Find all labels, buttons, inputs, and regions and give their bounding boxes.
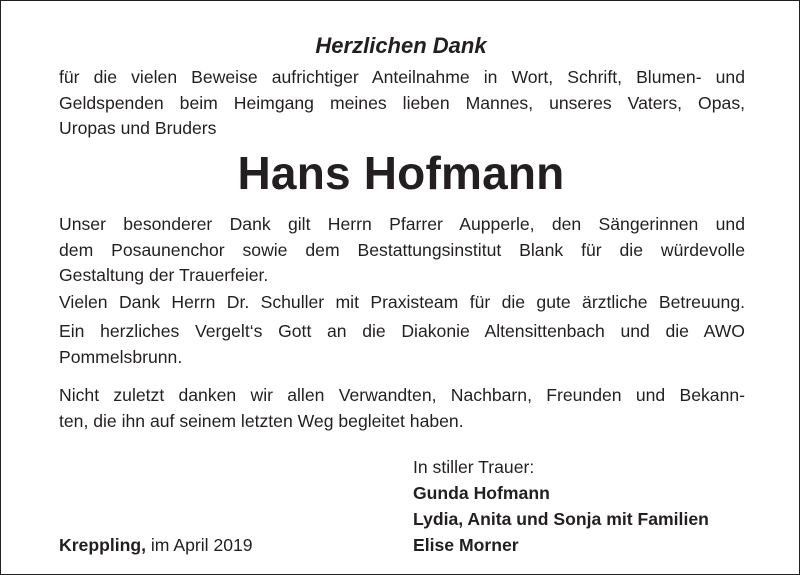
intro-line: Geldspenden beim Heimgang meines lieben Mannes, unseres Vaters, Opas, xyxy=(59,92,745,113)
mourner-name: Lydia, Anita und Sonja mit Familien xyxy=(413,509,709,529)
thanks-line: Unser besonderer Dank gilt Herrn Pfarrer Aupperle, den Sängerinnen und xyxy=(59,214,745,234)
thanks-paragraph xyxy=(59,290,745,316)
thanks-line: Vielen Dank Herrn Dr. Schuller mit Praxisteam für die gute ärztliche Betreuung. xyxy=(59,292,745,312)
thanks-line: dem Posaunenchor sowie dem Bestattungsinstitut Blank für die würdevolle xyxy=(59,239,745,260)
thanks-paragraph xyxy=(59,319,745,370)
thanks-line: Ein herzliches Vergelt‘s Gott an die Diakonie Altensittenbach und die AWO xyxy=(59,321,745,341)
mourning-intro: In stiller Trauer: xyxy=(413,457,535,477)
mourner-name: Elise Morner xyxy=(413,535,519,555)
mourner-name: Gunda Hofmann xyxy=(413,483,550,503)
intro-line: Uropas und Bruders xyxy=(59,118,217,138)
intro-paragraph xyxy=(59,65,745,142)
deceased-name: Hans Hofmann xyxy=(237,147,565,199)
thanks-line: ten, die ihn auf seinem letzten Weg begleitet haben. xyxy=(59,410,464,431)
intro-line: für die vielen Beweise aufrichtiger Anteilnahme in Wort, Schrift, Blumen- und xyxy=(59,67,745,87)
thanks-line: Gestaltung der Trauerfeier. xyxy=(59,265,269,285)
notice-heading: Herzlichen Dank xyxy=(315,33,487,58)
place-date xyxy=(59,532,253,558)
date-text: im April 2019 xyxy=(150,535,253,555)
thanks-line: Pommelsbrunn. xyxy=(59,346,183,367)
thanks-paragraph xyxy=(59,383,745,434)
thanks-paragraph xyxy=(59,212,745,289)
place-name: Kreppling, xyxy=(59,535,146,555)
thanks-line: Nicht zuletzt danken wir allen Verwandten, Nachbarn, Freunden und Bekann- xyxy=(59,385,745,405)
